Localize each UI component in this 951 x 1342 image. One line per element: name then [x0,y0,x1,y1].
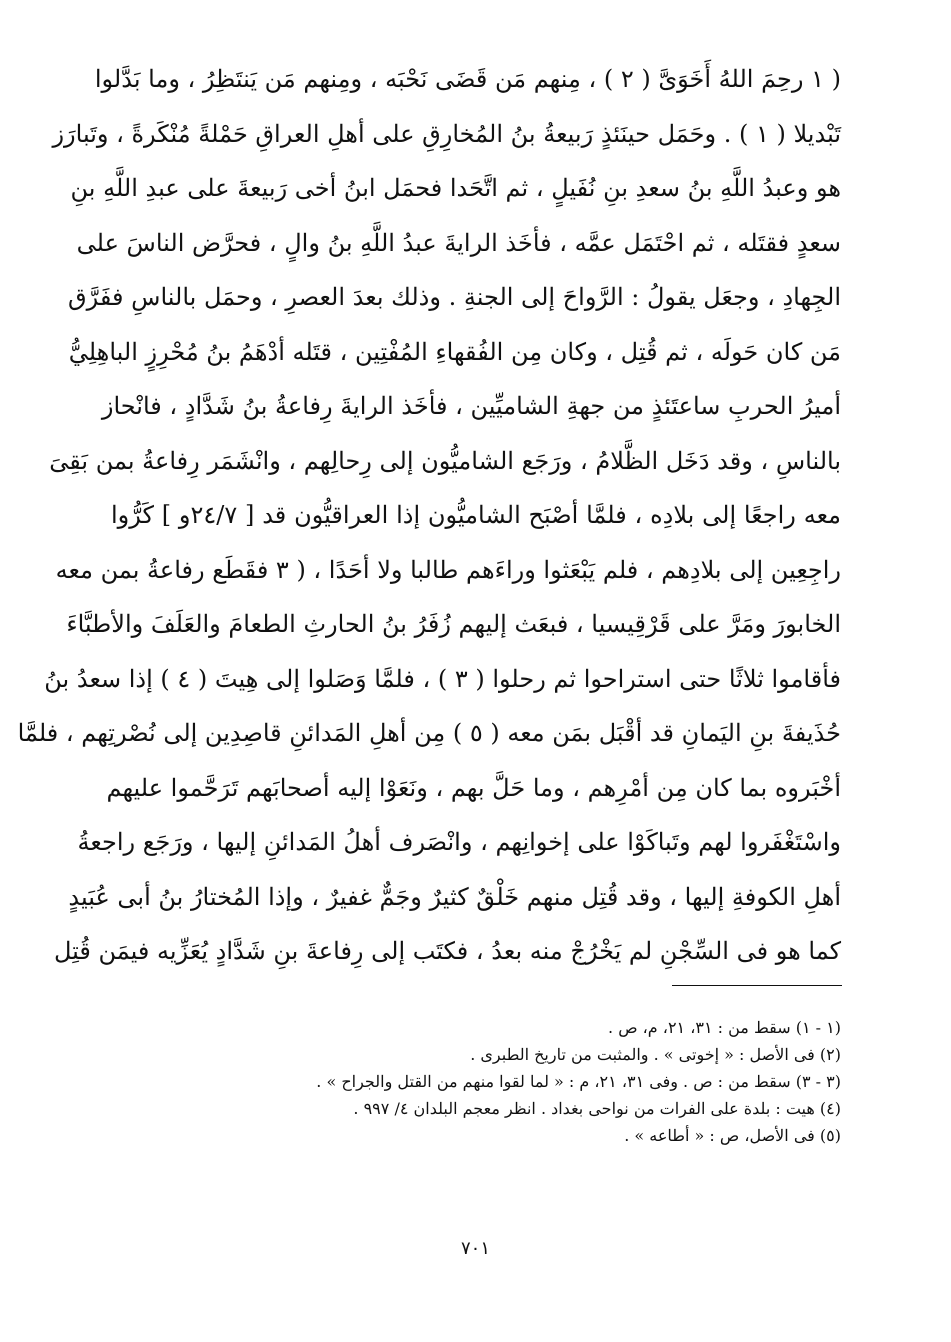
footnote-divider [672,985,842,986]
text-line: سعدٍ فقتَله ، ثم احْتَمَل عمَّه ، فأخَذ الرايةَ عبدُ اللَّهِ بنُ والٍ ، فحرَّض الناسَ على [76,228,841,257]
text-line: معه راجعًا إلى بلادِه ، فلمَّا أصْبَح الشاميُّون إذا العراقيُّون قد [ ٢٤/٧و ] كَرُّوا [111,501,841,529]
text-line: أميرُ الحربِ ساعتَئذٍ من جهةِ الشاميِّين ، فأخَذ الرايةَ رِفاعةُ بنُ شَدَّادٍ ، فانْحاز [101,392,841,420]
footnote: (٤) هيت : بلدة على الفرات من نواحى بغداد . انظر معجم البلدان ٤/ ٩٩٧ . [353,1099,841,1118]
footnote: (٣ - ٣) سقط من : ص . وفى ٣١، ٢١، م : « لما لقوا منهم من القتل والجراح » . [316,1072,841,1091]
footnotes [111,1014,841,1149]
text-line: راجِعِين إلى بلادِهم ، فلم يَبْعَثوا وراءَهم طالبا ولا أحَدًا ، ( ٣ فقَطَع رفاعةُ بمن معه [55,555,841,584]
text-line: كما هو فى السِّجْنِ لم يَخْرُجْ منه بعدُ ، فكتَب إلى رِفاعةَ بنِ شَدَّادٍ يُعَزِّيه فيمَن قُتِل [53,937,841,965]
text-line: تَبْديلا ( ١ ) . وحَمَل حينَئذٍ رَبيعةُ بنُ المُخارِقِ على أهلِ العراقِ حَمْلةً مُنْكَرةً ، وتَبارَز [52,119,841,148]
footnote: (١ - ١) سقط من : ٣١، ٢١، م، ص . [608,1018,841,1037]
text-line: أخْبَروه بما كان مِن أمْرِهم ، وما حَلَّ بهم ، ونَعَوْا إليه أصحابَهم تَرَحَّموا عليهم [106,773,841,802]
text-line: بالناسِ ، وقد دَخَل الظَّلامُ ، ورَجَع الشاميُّون إلى رِحالِهم ، وانْشَمَر رِفاعةُ بمن بَقِىَ [49,446,841,475]
text-line: مَن كان حَولَه ، ثم قُتِل ، وكان مِن الفُقهاءِ المُفْتِين ، قتَله أدْهَمُ بنُ مُحْرِزٍ الباهِلِيُّ [68,337,841,366]
text-line: الجِهادِ ، وجعَل يقولُ : الرَّواحَ إلى الجنةِ . وذلك بعدَ العصرِ ، وحمَل بالناسِ ففَرَّق [68,283,841,311]
footnote: (٥) فى الأصل، ص : « أطاعه » . [624,1126,841,1145]
page-number: ٧٠١ [460,1238,490,1259]
text-line: حُذَيفةَ بنِ اليَمانِ قد أقْبَل بمَن معه ( ٥ ) مِن أهلِ المَدائنِ قاصِدِين إلى نُصْرتِهم ، فلمَّا [17,719,841,747]
footnote: (٢) فى الأصل : « إخوتى » . والمثبت من تاريخ الطبرى . [470,1045,841,1064]
text-line: أهلِ الكوفةِ إليها ، وقد قُتِل منهم خَلْقٌ كثيرٌ وجَمٌّ غفيرٌ ، وإذا المُختارُ بنُ أبى عُبَيدٍ [68,882,841,911]
text-line: واسْتَغْفَروا لهم وتَباكَوْا على إخوانِهم ، وانْصَرف أهلُ المَدائنِ إليها ، ورَجَع راجعةُ [77,828,841,856]
text-line: فأقاموا ثلاثًا حتى استراحوا ثم رحلوا ( ٣ ) ، فلمَّا وَصَلوا إلى هِيتَ ( ٤ ) إذا سعدُ بنُ [44,664,841,693]
text-line: الخابورَ ومَرَّ على قَرْقِيسيا ، فبعَث إليهم زُفَرُ بنُ الحارثِ الطعامَ والعَلَفَ والأطبَّاءَ [66,610,841,638]
text-line: هو وعبدُ اللَّهِ بنُ سعدِ بنِ نُفَيلٍ ، ثم اتَّحَدا فحمَل ابنُ أخى رَبيعةَ على عبدِ اللَّهِ بنِ [70,174,841,202]
text-line: ( ١ رحِمَ اللهُ أَخَوَىَّ ( ٢ ) ، مِنهم مَن قَضَى نَحْبَه ، ومِنهم مَن يَنتَظِرُ ، وما بَدَّلوا [94,65,841,93]
main-text [17,52,841,979]
